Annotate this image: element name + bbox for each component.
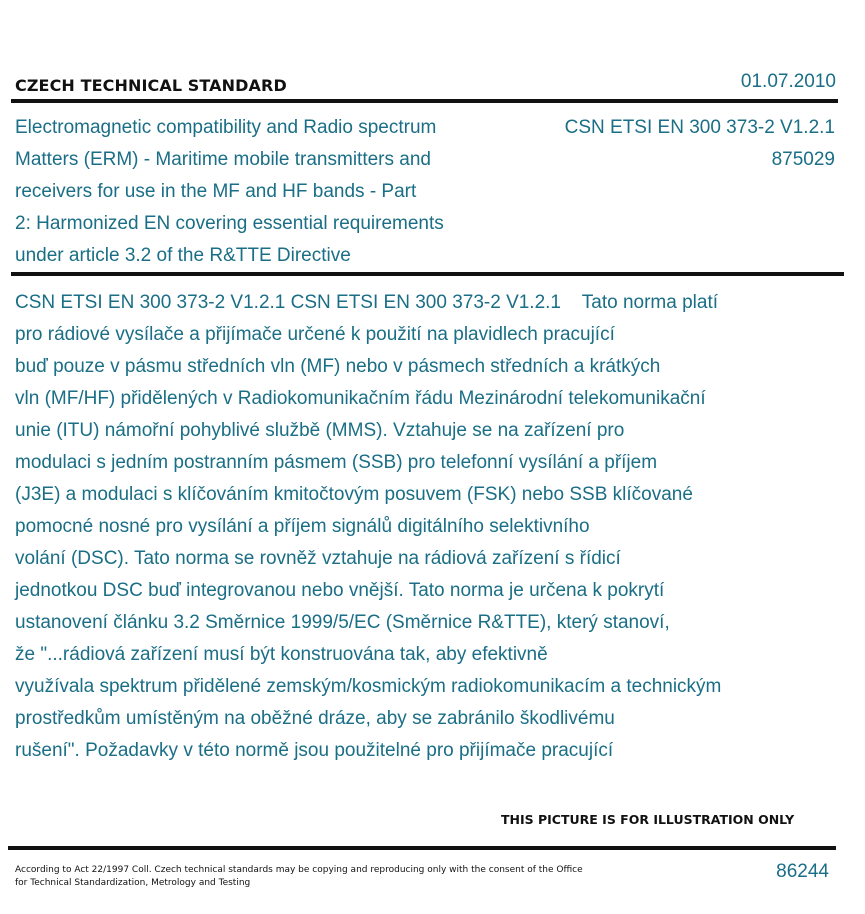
abstract-line: unie (ITU) námořní pohyblivé službě (MMS). Vztahuje se na zařízení pro xyxy=(15,420,625,441)
abstract-text xyxy=(15,287,845,767)
abstract-line: rušení". Požadavky v této normě jsou použitelné pro přijímače pracující xyxy=(15,740,614,761)
abstract-line: ustanovení článku 3.2 Směrnice 1999/5/EC (Směrnice R&TTE), který stanoví, xyxy=(15,612,670,633)
abstract-line: buď pouze v pásmu středních vln (MF) nebo v pásmech středních a krátkých xyxy=(15,356,661,377)
title-line: receivers for use in the MF and HF bands - Part xyxy=(15,181,417,202)
title-line: Electromagnetic compatibility and Radio spectrum xyxy=(15,117,437,138)
abstract-line: (J3E) a modulaci s klíčováním kmitočtovým posuvem (FSK) nebo SSB klíčované xyxy=(15,484,693,505)
header-divider xyxy=(11,99,838,103)
illustration-disclaimer: THIS PICTURE IS FOR ILLUSTRATION ONLY xyxy=(501,812,795,827)
abstract-line: pomocné nosné pro vysílání a příjem signálů digitálního selektivního xyxy=(15,516,590,537)
document-type-label: CZECH TECHNICAL STANDARD xyxy=(15,76,287,95)
standard-identifier xyxy=(565,112,835,176)
abstract-line: využívala spektrum přidělené zemským/kosmickým radiokomunikacím a technickým xyxy=(15,676,722,697)
abstract-line: prostředkům umístěným na oběžné dráze, aby se zabránilo škodlivému xyxy=(15,708,615,729)
standard-code: CSN ETSI EN 300 373-2 V1.2.1 xyxy=(564,117,835,138)
document-code: 86244 xyxy=(776,861,829,882)
publication-date: 01.07.2010 xyxy=(740,71,836,92)
title-line: Matters (ERM) - Maritime mobile transmitters and xyxy=(15,149,431,170)
copyright-notice xyxy=(15,864,615,890)
abstract-line: pro rádiové vysílače a přijímače určené k použití na plavidlech pracující xyxy=(15,324,615,345)
title-line: under article 3.2 of the R&TTE Directive xyxy=(15,245,351,266)
title-line: 2: Harmonized EN covering essential requirements xyxy=(15,213,444,234)
abstract-line: jednotkou DSC buď integrovanou nebo vnější. Tato norma je určena k pokrytí xyxy=(15,580,665,601)
notice-line: for Technical Standardization, Metrology and Testing xyxy=(15,878,251,888)
notice-line: According to Act 22/1997 Coll. Czech technical standards may be copying and reproducing only with the consent of the Office xyxy=(15,865,583,875)
footer-divider xyxy=(8,846,836,850)
title-divider xyxy=(11,272,844,276)
abstract-line: že "...rádiová zařízení musí být konstruována tak, aby efektivně xyxy=(15,644,548,665)
standard-number: 875029 xyxy=(771,149,835,170)
standard-title xyxy=(15,112,515,272)
abstract-line: vln (MF/HF) přidělených v Radiokomunikačním řádu Mezinárodní telekomunikační xyxy=(15,388,706,409)
abstract-line: modulaci s jedním postranním pásmem (SSB) pro telefonní vysílání a příjem xyxy=(15,452,658,473)
abstract-line: volání (DSC). Tato norma se rovněž vztahuje na rádiová zařízení s řídicí xyxy=(15,548,621,569)
abstract-line: CSN ETSI EN 300 373-2 V1.2.1 CSN ETSI EN 300 373-2 V1.2.1 Tato norma platí xyxy=(15,292,719,313)
